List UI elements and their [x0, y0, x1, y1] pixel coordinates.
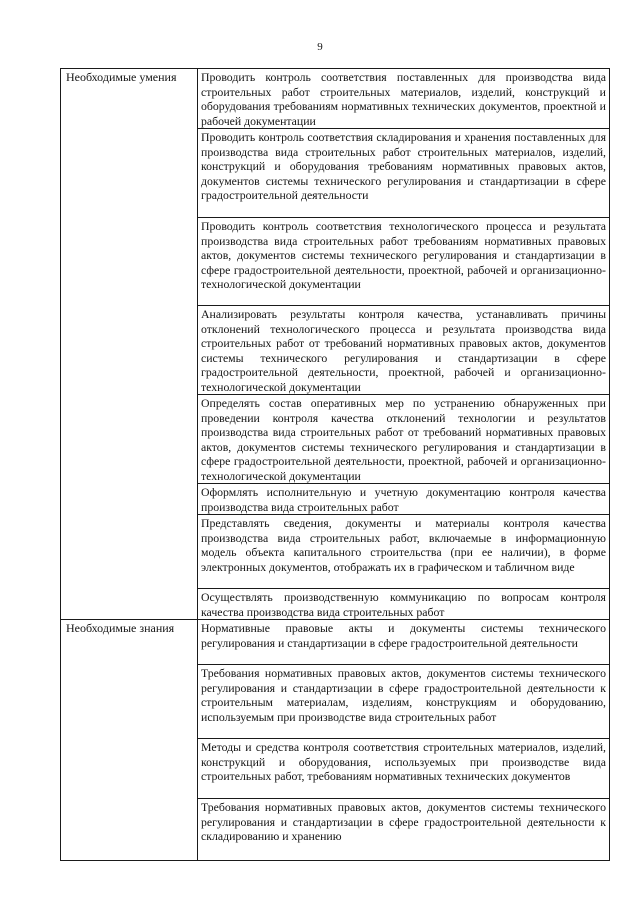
skill-text: Осуществлять производственную коммуникацию по вопросам контроля качества производства вида строительных работ: [201, 590, 606, 619]
skill-item: [198, 218, 610, 306]
requirements-table: [60, 68, 610, 861]
skill-item: [198, 69, 610, 129]
knowledge-item: [198, 665, 610, 739]
knowledge-item: [198, 799, 610, 861]
page-number: 9: [317, 41, 323, 53]
skill-item: [198, 589, 610, 620]
skill-text: Представлять сведения, документы и материалы контроля качества производства вида строительных работ, включаемые в информационную модель объекта капитального строительства (при ее наличии), в форме электронных документов, отображать их в графическом и табличном виде: [201, 516, 606, 574]
skill-text: Проводить контроль соответствия складирования и хранения поставленных для производства вида строительных работ строительных материалов, изделий, конструкций и оборудования требованиям нормативных правовых актов, документов системы технического регулирования и стандартизации в сфере градостроительной деятельности: [201, 130, 606, 202]
knowledge-text: Нормативные правовые акты и документы системы технического регулирования и стандартизации в сфере градостроительной деятельности: [201, 621, 606, 650]
skill-text: Оформлять исполнительную и учетную документацию контроля качества производства вида строительных работ: [201, 485, 606, 514]
skill-text: Определять состав оперативных мер по устранению обнаруженных при проведении контроля качества отклонений технологии и результатов производства вида строительных работ от требований нормативных правовых актов, документов системы технического регулирования и стандартизации в сфере градостроительной деятельности, проектной, рабочей и организационно-технологической документации: [201, 396, 606, 483]
skill-text: Анализировать результаты контроля качества, устанавливать причины отклонений технологического процесса и результата производства вида строительных работ от требований нормативных правовых актов, документов системы технического регулирования и стандартизации в сфере градостроительной деятельности, проектной, рабочей и организационно-технологической документации: [201, 307, 606, 394]
skill-item: [198, 306, 610, 395]
knowledge-text: Методы и средства контроля соответствия строительных материалов, изделий, конструкций и оборудования, используемых при производстве вида строительных работ, требованиям нормативных технических документов: [201, 740, 606, 783]
skill-item: [198, 395, 610, 484]
skill-text: Проводить контроль соответствия технологического процесса и результата производства вида строительных работ требованиям нормативных правовых актов, документов системы технического регулирования и стандартизации в сфере градостроительной деятельности, проектной, рабочей и организационно-технологической документации: [201, 219, 606, 291]
skill-text: Проводить контроль соответствия поставленных для производства вида строительных работ строительных материалов, изделий, конструкций и оборудования требованиям нормативных технических документов, проектной и рабочей документации: [201, 70, 606, 128]
knowledge-item: [198, 620, 610, 665]
skill-item: [198, 484, 610, 515]
skill-item: [198, 129, 610, 218]
skills-label: Необходимые умения: [61, 69, 198, 620]
skill-item: [198, 515, 610, 589]
knowledge-text: Требования нормативных правовых актов, документов системы технического регулирования и стандартизации в сфере градостроительной деятельности к строительным материалам, изделиям, конструкциям и оборудованию, используемым при производстве вида строительных работ: [201, 666, 606, 724]
knowledge-item: [198, 739, 610, 799]
knowledge-text: Требования нормативных правовых актов, документов системы технического регулирования и стандартизации в сфере градостроительной деятельности к складированию и хранению: [201, 800, 606, 843]
knowledge-row-1: [61, 620, 610, 665]
knowledge-label: Необходимые знания: [61, 620, 198, 861]
skills-row-1: [61, 69, 610, 129]
